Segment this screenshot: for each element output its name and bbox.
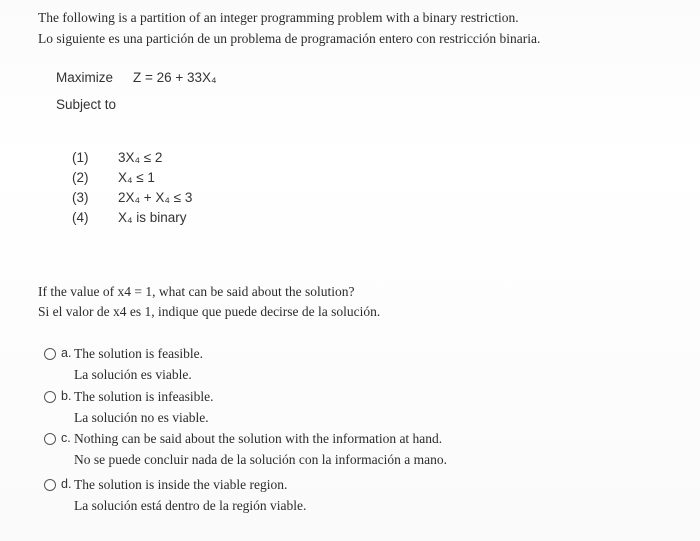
radio-button[interactable]	[44, 348, 56, 360]
constraint-number: (2)	[72, 170, 89, 185]
option-letter: b.	[61, 389, 72, 403]
option-text-english: Nothing can be said about the solution with the information at hand.	[74, 431, 443, 446]
constraint-expression: 3X₄ ≤ 2	[118, 150, 163, 165]
option-text-spanish: La solución está dentro de la región viable.	[74, 498, 307, 513]
constraint-expression: X₄ ≤ 1	[118, 170, 155, 185]
option-text-spanish: No se puede concluir nada de la solución con la información a mano.	[74, 452, 447, 467]
option-text-english: The solution is inside the viable region.	[74, 477, 288, 492]
option-letter: a.	[61, 346, 72, 360]
radio-button[interactable]	[44, 391, 56, 403]
constraint-expression: 2X₄ + X₄ ≤ 3	[118, 190, 193, 205]
constraint-number: (3)	[72, 190, 89, 205]
radio-button[interactable]	[44, 479, 56, 491]
option-text-english: The solution is feasible.	[74, 346, 203, 361]
intro-english: The following is a partition of an integer programming problem with a binary restriction.	[38, 10, 519, 25]
maximize-label: Maximize	[56, 70, 114, 85]
question-spanish: Si el valor de x4 es 1, indique que puede decirse de la solución.	[38, 304, 381, 319]
radio-button[interactable]	[44, 433, 56, 445]
option-text-spanish: La solución es viable.	[74, 367, 192, 382]
option-letter: d.	[61, 477, 72, 491]
subject-to-label: Subject to	[56, 97, 117, 112]
objective-function: Z = 26 + 33X₄	[133, 70, 217, 85]
intro-spanish: Lo siguiente es una partición de un problema de programación entero con restricción binaria.	[38, 31, 541, 46]
constraint-number: (1)	[72, 150, 89, 165]
constraint-expression: X₄ is binary	[118, 210, 187, 225]
option-text-spanish: La solución no es viable.	[74, 410, 209, 425]
option-text-english: The solution is infeasible.	[74, 389, 214, 404]
constraint-number: (4)	[72, 210, 89, 225]
question-english: If the value of x4 = 1, what can be said about the solution?	[38, 284, 355, 299]
option-letter: c.	[61, 431, 71, 445]
